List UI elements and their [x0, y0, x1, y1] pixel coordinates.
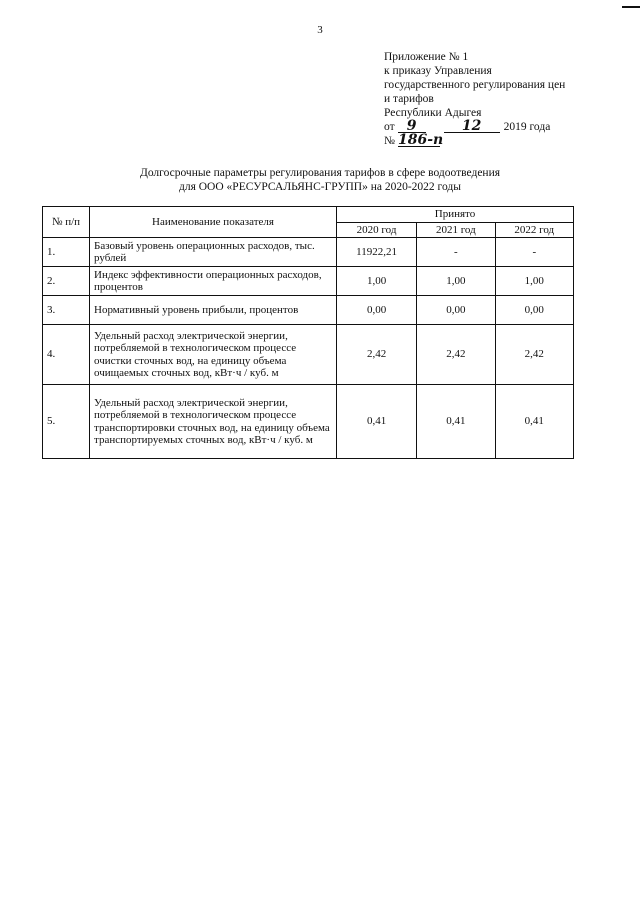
row-value: 0,41 — [337, 385, 417, 459]
order-number — [384, 134, 634, 148]
table-row — [43, 238, 574, 267]
appendix-block — [384, 50, 634, 148]
page-number: 3 — [317, 24, 323, 36]
table-header-row — [43, 207, 574, 223]
row-value: 0,00 — [417, 296, 495, 325]
row-value: 1,00 — [495, 267, 573, 296]
header-num: № п/п — [43, 207, 90, 238]
number-prefix: № — [384, 135, 395, 147]
row-number: 1. — [43, 238, 90, 267]
header-accepted: Принято — [337, 207, 574, 223]
row-value: 11922,21 — [337, 238, 417, 267]
header-year: 2021 год — [417, 222, 495, 238]
row-value: 1,00 — [337, 267, 417, 296]
row-value: 2,42 — [417, 325, 495, 385]
table-row — [43, 267, 574, 296]
row-name: Индекс эффективности операционных расходов, процентов — [90, 267, 337, 296]
row-number: 5. — [43, 385, 90, 459]
header-year: 2022 год — [495, 222, 573, 238]
row-value: 2,42 — [495, 325, 573, 385]
row-number: 3. — [43, 296, 90, 325]
date-prefix: от — [384, 121, 395, 133]
date-month-handwritten: 12 — [444, 120, 500, 133]
title-line-2: для ООО «РЕСУРСАЛЬЯНС-ГРУПП» на 2020-2022 годы — [179, 181, 461, 193]
corner-mark — [622, 6, 640, 8]
header-name: Наименование показателя — [90, 207, 337, 238]
row-value: 0,00 — [495, 296, 573, 325]
appendix-line: к приказу Управления — [384, 65, 492, 77]
row-value: 0,41 — [417, 385, 495, 459]
table-row — [43, 325, 574, 385]
row-value: - — [495, 238, 573, 267]
row-name: Удельный расход электрической энергии, потребляемой в технологическом процессе транспортировки сточных вод, на единицу объема транспортируемых сточных вод, кВт·ч / куб. м — [90, 385, 337, 459]
row-value: 2,42 — [337, 325, 417, 385]
document-title — [0, 166, 640, 194]
appendix-line: и тарифов — [384, 93, 434, 105]
order-number-handwritten: 186-п — [397, 132, 444, 148]
date-day-handwritten: 9 — [398, 120, 426, 133]
header-year: 2020 год — [337, 222, 417, 238]
row-number: 2. — [43, 267, 90, 296]
row-value: 0,00 — [337, 296, 417, 325]
appendix-line: Республики Адыгея — [384, 107, 482, 119]
title-line-1: Долгосрочные параметры регулирования тарифов в сфере водоотведения — [139, 167, 501, 179]
row-value: 0,41 — [495, 385, 573, 459]
appendix-line: Приложение № 1 — [384, 51, 469, 63]
date-year: 2019 года — [503, 121, 551, 133]
row-value: 1,00 — [417, 267, 495, 296]
row-name: Удельный расход электрической энергии, потребляемой в технологическом процессе очистки сточных вод, на единицу объема очищаемых сточных вод, кВт·ч / куб. м — [90, 325, 337, 385]
parameters-table — [42, 206, 574, 459]
row-value: - — [417, 238, 495, 267]
table-row — [43, 296, 574, 325]
table-row — [43, 385, 574, 459]
appendix-line: государственного регулирования цен — [384, 79, 566, 91]
row-name: Базовый уровень операционных расходов, тыс. рублей — [90, 238, 337, 267]
row-number: 4. — [43, 325, 90, 385]
row-name: Нормативный уровень прибыли, процентов — [90, 296, 337, 325]
